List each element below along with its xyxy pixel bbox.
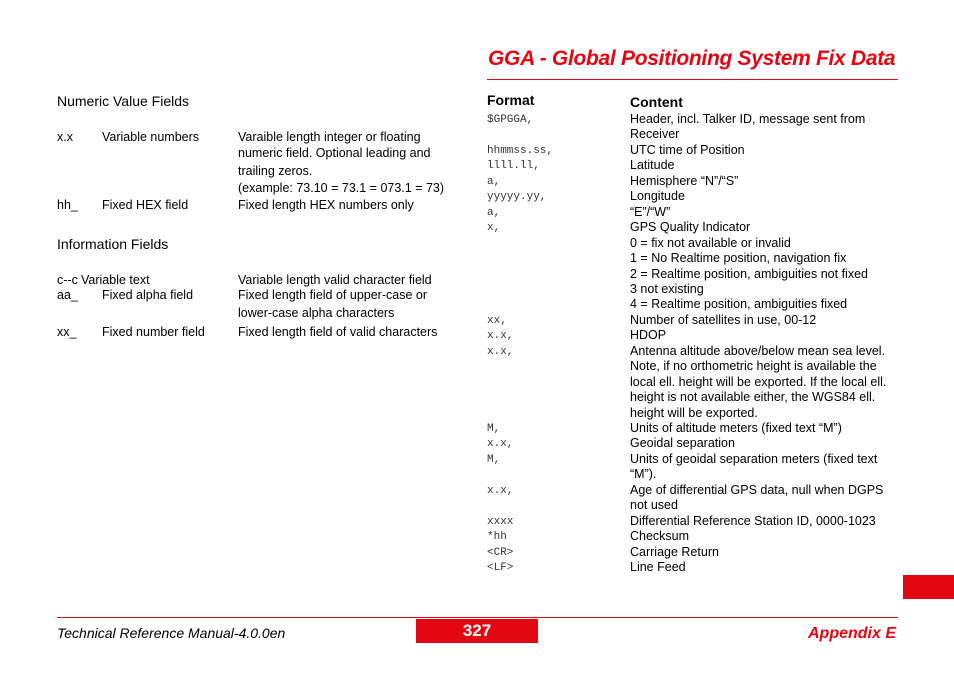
field-name: Fixed alpha field bbox=[102, 288, 194, 302]
content-line: 4 = Realtime position, ambiguities fixed bbox=[630, 297, 848, 312]
field-name: Fixed HEX field bbox=[102, 198, 189, 212]
field-description: (example: 73.10 = 73.1 = 073.1 = 73) bbox=[238, 181, 445, 195]
content-line: HDOP bbox=[630, 328, 667, 343]
field-code: hh_ bbox=[57, 198, 78, 212]
format-token: x.x, bbox=[487, 484, 514, 497]
content-heading: Content bbox=[630, 94, 683, 110]
content-line: Longitude bbox=[630, 189, 685, 204]
page-number: 327 bbox=[416, 619, 538, 643]
content-line: local ell. height will be exported. If the local ell. bbox=[630, 374, 887, 389]
content-line: Hemisphere “N”/“S” bbox=[630, 173, 739, 188]
content-line: Differential Reference Station ID, 0000-1023 bbox=[630, 513, 876, 528]
format-heading: Format bbox=[487, 92, 535, 108]
content-line: Line Feed bbox=[630, 560, 686, 575]
format-token: xx, bbox=[487, 314, 507, 327]
format-token: x, bbox=[487, 222, 501, 235]
field-name: Fixed number field bbox=[102, 325, 205, 339]
field-code: c--c bbox=[57, 273, 78, 287]
field-description: Fixed length HEX numbers only bbox=[238, 198, 414, 212]
field-description: Fixed length field of valid characters bbox=[238, 325, 438, 339]
format-token: <CR> bbox=[487, 546, 514, 559]
content-line: Header, incl. Talker ID, message sent from bbox=[630, 112, 866, 126]
content-line: 1 = No Realtime position, navigation fix bbox=[630, 251, 847, 266]
content-line: Age of differential GPS data, null when DGPS bbox=[630, 482, 884, 497]
format-token: <LF> bbox=[487, 562, 514, 575]
content-line: Units of altitude meters (fixed text “M”) bbox=[630, 421, 842, 435]
format-token: xxxx bbox=[487, 515, 514, 528]
content-line: not used bbox=[630, 498, 678, 513]
footer-rule bbox=[57, 617, 898, 618]
content-line: Units of geoidal separation meters (fixed text bbox=[630, 451, 878, 466]
format-token: x.x, bbox=[487, 438, 514, 451]
page-title: GGA - Global Positioning System Fix Data bbox=[488, 47, 896, 70]
format-token: x.x, bbox=[487, 330, 514, 343]
content-line: Number of satellites in use, 00-12 bbox=[630, 312, 817, 327]
format-token: llll.ll, bbox=[487, 160, 540, 173]
content-line: Geoidal separation bbox=[630, 436, 735, 451]
content-line: Antenna altitude above/below mean sea level. bbox=[630, 343, 886, 358]
content-line: height will be exported. bbox=[630, 405, 758, 420]
appendix-label: Appendix E bbox=[808, 625, 897, 642]
field-description: Variable length valid character field bbox=[238, 273, 432, 287]
section-tab-marker bbox=[903, 575, 954, 599]
field-description: numeric field. Optional leading and bbox=[238, 146, 431, 160]
format-token: a, bbox=[487, 206, 501, 219]
field-name: Variable text bbox=[81, 273, 150, 287]
field-description: Varaible length integer or floating bbox=[238, 130, 421, 144]
format-token: M, bbox=[487, 453, 501, 466]
format-token: *hh bbox=[487, 531, 507, 544]
format-token: a, bbox=[487, 175, 501, 188]
field-description: Fixed length field of upper-case or bbox=[238, 288, 427, 302]
format-token: hhmmss.ss, bbox=[487, 144, 554, 157]
field-code: xx_ bbox=[57, 325, 77, 339]
format-token: M, bbox=[487, 423, 501, 435]
manual-title: Technical Reference Manual-4.0.0en bbox=[57, 625, 286, 641]
format-token: $GPGGA, bbox=[487, 114, 534, 126]
content-line: 3 not existing bbox=[630, 281, 704, 296]
content-line: “E”/“W” bbox=[630, 204, 671, 219]
content-line: 2 = Realtime position, ambiguities not fixed bbox=[630, 266, 868, 281]
format-token: yyyyy.yy, bbox=[487, 191, 547, 204]
content-line: Note, if no orthometric height is available the bbox=[630, 359, 877, 374]
field-description: trailing zeros. bbox=[238, 164, 313, 178]
content-line: Carriage Return bbox=[630, 544, 719, 559]
content-line: 0 = fix not available or invalid bbox=[630, 235, 791, 250]
content-line: GPS Quality Indicator bbox=[630, 220, 751, 235]
content-line: Checksum bbox=[630, 529, 690, 544]
content-line: “M”). bbox=[630, 467, 657, 482]
field-name: Variable numbers bbox=[102, 130, 200, 144]
field-code: x.x bbox=[57, 130, 73, 144]
content-line: height is not available either, the WGS84 ell. bbox=[630, 390, 876, 405]
content-line: Receiver bbox=[630, 127, 680, 142]
field-code: aa_ bbox=[57, 288, 78, 302]
header-rule bbox=[487, 79, 898, 80]
numeric-fields-heading: Numeric Value Fields bbox=[57, 93, 190, 109]
content-line: Latitude bbox=[630, 158, 675, 173]
content-line: UTC time of Position bbox=[630, 142, 745, 157]
field-description: lower-case alpha characters bbox=[238, 306, 395, 320]
information-fields-heading: Information Fields bbox=[57, 236, 169, 252]
format-token: x.x, bbox=[487, 345, 514, 358]
